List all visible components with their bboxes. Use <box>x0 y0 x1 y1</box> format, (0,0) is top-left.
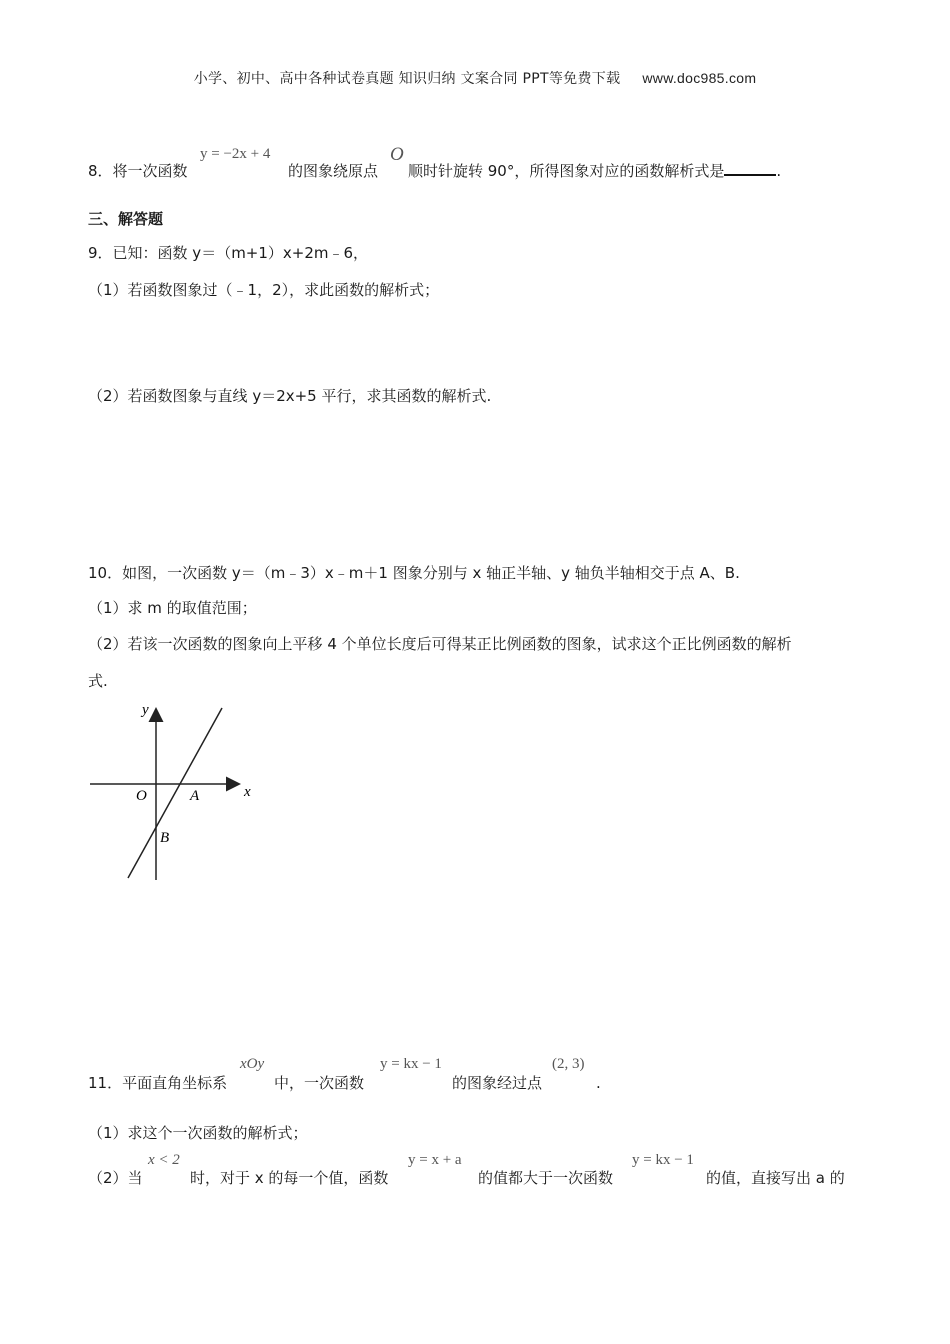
q8-point: O <box>390 144 404 165</box>
q11-func2: y = kx − 1 <box>632 1152 694 1168</box>
q8-mid: 的图象绕原点 <box>288 162 379 180</box>
q9-stem: 9．已知：函数 y＝（m+1）x+2m﹣6， <box>88 244 369 262</box>
q9-part1: （1）若函数图象过（﹣1，2），求此函数的解析式； <box>88 281 440 299</box>
q10-figure <box>80 700 280 890</box>
q11-system: xOy <box>240 1056 265 1072</box>
q11-mid2: 的图象经过点 <box>452 1074 543 1092</box>
q8-suffix: 顺时针旋转 90°，所得图象对应的函数解析式是 <box>408 162 725 180</box>
q8-prefix: 8．将一次函数 <box>88 162 188 180</box>
q10-part2a: （2）若该一次函数的图象向上平移 4 个单位长度后可得某正比例函数的图象，试求这个正比例函数的解析 <box>88 635 792 653</box>
q9-part2: （2）若函数图象与直线 y＝2x+5 平行，求其函数的解析式. <box>88 387 492 405</box>
x-axis-label: x <box>244 784 251 800</box>
header-text: 小学、初中、高中各种试卷真题 知识归纳 文案合同 PPT等免费下载 <box>193 71 621 87</box>
q11-mid1: 中，一次函数 <box>274 1074 365 1092</box>
q11-condition: x < 2 <box>148 1152 180 1168</box>
page-header <box>0 68 950 88</box>
section-title: 三、解答题 <box>88 210 164 228</box>
q11-part2-mid2: 的值都大于一次函数 <box>478 1169 614 1187</box>
q10-stem: 10．如图，一次函数 y＝（m﹣3）x﹣m＋1 图象分别与 x 轴正半轴、y 轴负半轴相交于点 A、B. <box>88 564 740 582</box>
q11-end: . <box>596 1074 601 1092</box>
q11-prefix: 11．平面直角坐标系 <box>88 1074 228 1092</box>
q10-part2b: 式. <box>88 672 108 690</box>
q8-answer-blank[interactable] <box>724 160 776 176</box>
q11-part2-mid1: 时，对于 x 的每一个值，函数 <box>190 1169 389 1187</box>
q8-suffix-line <box>408 160 781 182</box>
y-axis-label: y <box>142 702 149 718</box>
q8-end: . <box>776 162 782 180</box>
q11-point: (2, 3) <box>552 1056 585 1072</box>
q8-formula: y = −2x + 4 <box>200 146 271 162</box>
q11-part2-suffix: 的值，直接写出 a 的 <box>706 1169 845 1187</box>
q10-part1: （1）求 m 的取值范围； <box>88 599 257 617</box>
point-b-label: B <box>160 830 170 846</box>
q11-formula: y = kx − 1 <box>380 1056 442 1072</box>
q11-func1: y = x + a <box>408 1152 462 1168</box>
q11-part2-prefix: （2）当 <box>88 1169 143 1187</box>
point-a-label: A <box>190 788 200 804</box>
origin-label: O <box>136 788 147 804</box>
header-site-link[interactable]: www.doc985.com <box>642 70 757 86</box>
question-8 <box>88 160 188 182</box>
q11-part1: （1）求这个一次函数的解析式； <box>88 1124 308 1142</box>
